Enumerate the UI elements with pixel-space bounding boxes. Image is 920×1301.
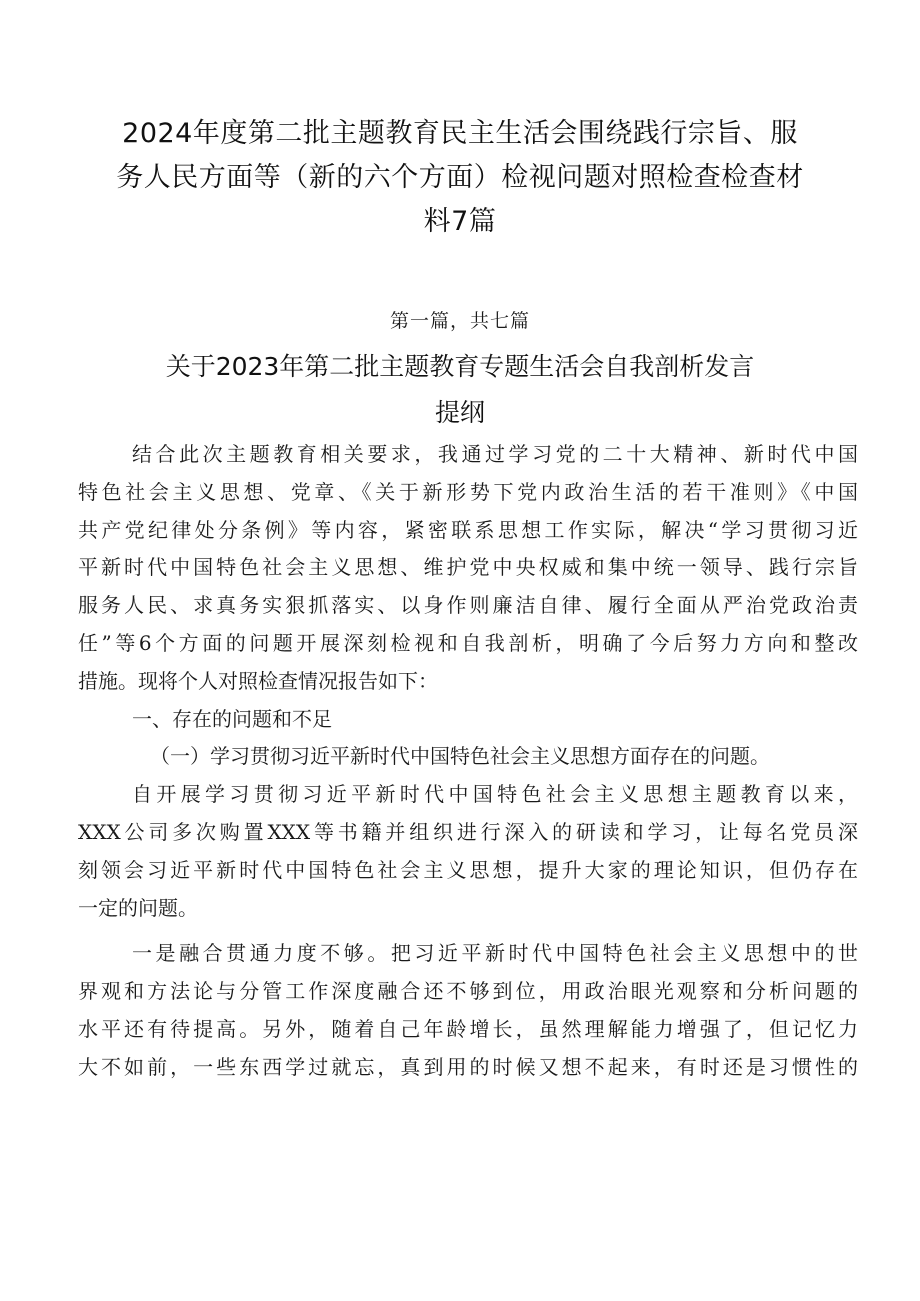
paragraph-line: 结合此次主题教育相关要求，我通过学习党的二十大精神、新时代中国 xyxy=(132,442,858,466)
paragraph-line: 特色社会主义思想、党章、《关于新形势下党内政治生活的若干准则》《中国 xyxy=(78,479,858,504)
paragraph-line: 平新时代中国特色社会主义思想、维护党中央权威和集中统一领导、践行宗旨 xyxy=(78,555,858,580)
paragraph-line: 服务人民、求真务实狠抓落实、以身作则廉洁自律、履行全面从严治党政治责 xyxy=(78,593,858,618)
paragraph-line: 措施。现将个人对照检查情况报告如下： xyxy=(78,668,438,693)
paragraph-line: 任”等6个方面的问题开展深刻检视和自我剖析，明确了今后努力方向和整改 xyxy=(78,630,858,655)
article-title-line: 提纲 xyxy=(434,398,485,427)
article-title-line: 关于2023年第二批主题教育专题生活会自我剖析发言 xyxy=(165,352,755,381)
paragraph-line: 自开展学习贯彻习近平新时代中国特色社会主义思想主题教育以来， xyxy=(132,782,858,807)
paragraph-line: 一定的问题。 xyxy=(78,895,198,920)
part-label: 第一篇，共七篇 xyxy=(389,310,530,332)
paragraph-line: 刻领会习近平新时代中国特色社会主义思想，提升大家的理论知识，但仍存在 xyxy=(78,857,858,882)
subsection-heading: （一）学习贯彻习近平新时代中国特色社会主义思想方面存在的问题。 xyxy=(150,744,770,769)
paragraph-gap xyxy=(78,927,858,935)
body-text xyxy=(78,436,858,1087)
paragraph-line: 大不如前，一些东西学过就忘，真到用的时候又想不起来，有时还是习惯性的 xyxy=(78,1054,858,1079)
paragraph-line: 一是融合贯通力度不够。把习近平新时代中国特色社会主义思想中的世 xyxy=(132,941,858,966)
paragraph-line: 共产党纪律处分条例》等内容，紧密联系思想工作实际，解决“学习贯彻习近 xyxy=(78,517,858,542)
paragraph-line: 水平还有待提高。另外，随着自己年龄增长，虽然理解能力增强了，但记忆力 xyxy=(78,1016,858,1041)
document-title xyxy=(80,112,840,244)
paragraph-line: 界观和方法论与分管工作深度融合还不够到位，用政治眼光观察和分析问题的 xyxy=(78,979,858,1004)
article-title xyxy=(70,344,850,436)
document-title-line: 务人民方面等（新的六个方面）检视问题对照检查检查材 xyxy=(116,162,804,193)
document-title-line: 料7篇 xyxy=(423,206,497,237)
paragraph-line: XXX公司多次购置XXX等书籍并组织进行深入的研读和学习，让每名党员深 xyxy=(78,819,858,844)
document-title-line: 2024年度第二批主题教育民主生活会围绕践行宗旨、服 xyxy=(122,118,798,149)
section-heading: 一、存在的问题和不足 xyxy=(132,706,332,731)
